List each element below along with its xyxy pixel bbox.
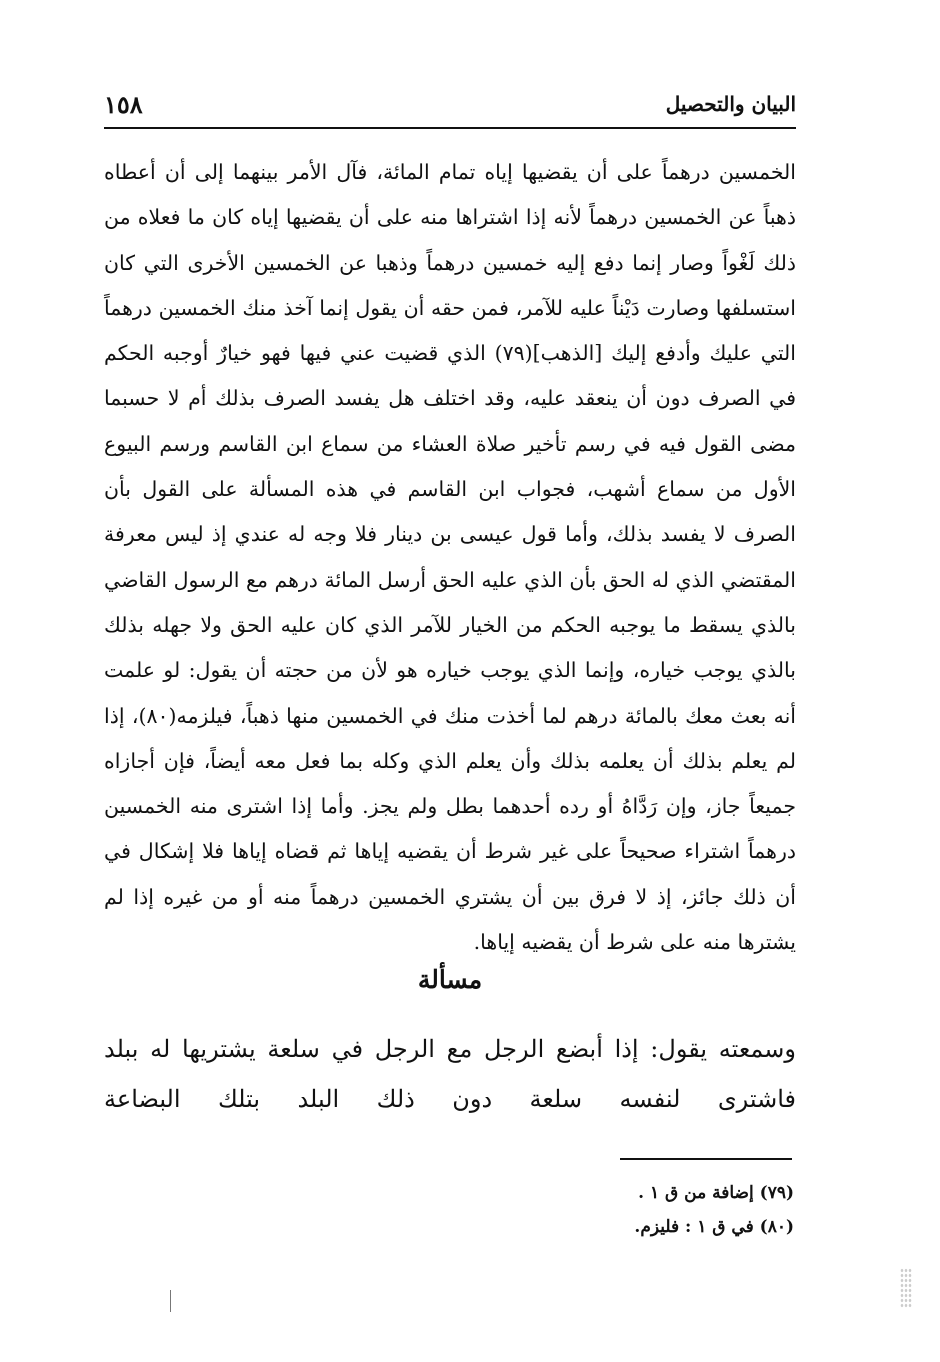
body-paragraph: الخمسين درهماً على أن يقضيها إياه تمام المائة، فآل الأمر بينهما إلى أن أعطاه ذهباً عن الخمسين درهماً لأنه إذا اشتراها منه على أن يقضيها إياه كان ما فعلاه من ذلك لَغْواً وصار إنما دفع إليه خمسين درهماً وذهبا عن الخمسين الأخرى التي كان استسلفها وصارت دَيْناً عليه للآمر، فمن حقه أن يقول إنما آخذ منك الخمسين درهماً التي عليك وأدفع إليك [الذهب](٧٩) الذي قضيت عني فيها فهو خيارٌ أوجبه الحكم في الصرف دون أن ينعقد عليه، وقد اختلف هل يفسد الصرف بذلك أم لا حسبما مضى القول فيه في رسم تأخير صلاة العشاء من سماع ابن القاسم ورسم البيوع الأول من سماع أشهب، فجواب ابن القاسم في هذه المسألة على القول بأن الصرف لا يفسد بذلك، وأما قول عيسى بن دينار فلا وجه له عندي إذ ليس معرفة المقتضي الذي له الحق بأن الذي عليه الحق أرسل المائة درهم مع الرسول القاضي بالذي يسقط ما يوجبه الحكم من الخيار للآمر الذي كان عليه الحق ولا جهله بذلك بالذي يوجب خياره، وإنما الذي يوجب خياره هو لأن من حجته أن يقول: لو علمت أنه بعث معك بالمائة درهم لما أخذت منك في الخمسين منها ذهباً، فيلزمه(٨٠)، إذا لم يعلم بذلك أن يعلمه بذلك وأن يعلم الذي وكله بما فعل معه أيضاً، فإن أجازاه جميعاً جاز، وإن رَدَّاهُ أو رده أحدهما بطل ولم يجز. وأما إذا اشترى منه الخمسين درهماً اشتراء صحيحاً على غير شرط أن يقضيه إياها ثم قضاه إياها فلا إشكال في أن ذلك جائز، إذ لا فرق بين أن يشتري الخمسين درهماً منه أو من غيره إذا لم يشترها منه على شرط أن يقضيه إياها. <box>104 160 797 955</box>
scan-margin-mark <box>170 1290 171 1312</box>
footnote-79: (٧٩) إضافة من ق ١ . <box>638 1183 794 1203</box>
scan-noise <box>900 1268 912 1308</box>
lead-paragraph: وسمعته يقول: إذا أبضع الرجل مع الرجل في سلعة يشتريها له ببلد فاشترى لنفسه سلعة دون ذلك البلد بتلك البضاعة <box>104 1035 796 1113</box>
running-title: البيان والتحصيل <box>665 92 796 116</box>
page-header <box>104 84 796 124</box>
footnote-rule <box>620 1158 792 1160</box>
footnotes <box>104 1176 794 1244</box>
main-body-text <box>104 150 796 965</box>
page-number: ١٥٨ <box>104 90 143 119</box>
footnote-80: (٨٠) في ق ١ : فليزم. <box>634 1217 794 1237</box>
section-heading: مسألة <box>417 965 483 994</box>
header-rule <box>104 127 796 129</box>
section-body-text <box>104 1024 796 1124</box>
